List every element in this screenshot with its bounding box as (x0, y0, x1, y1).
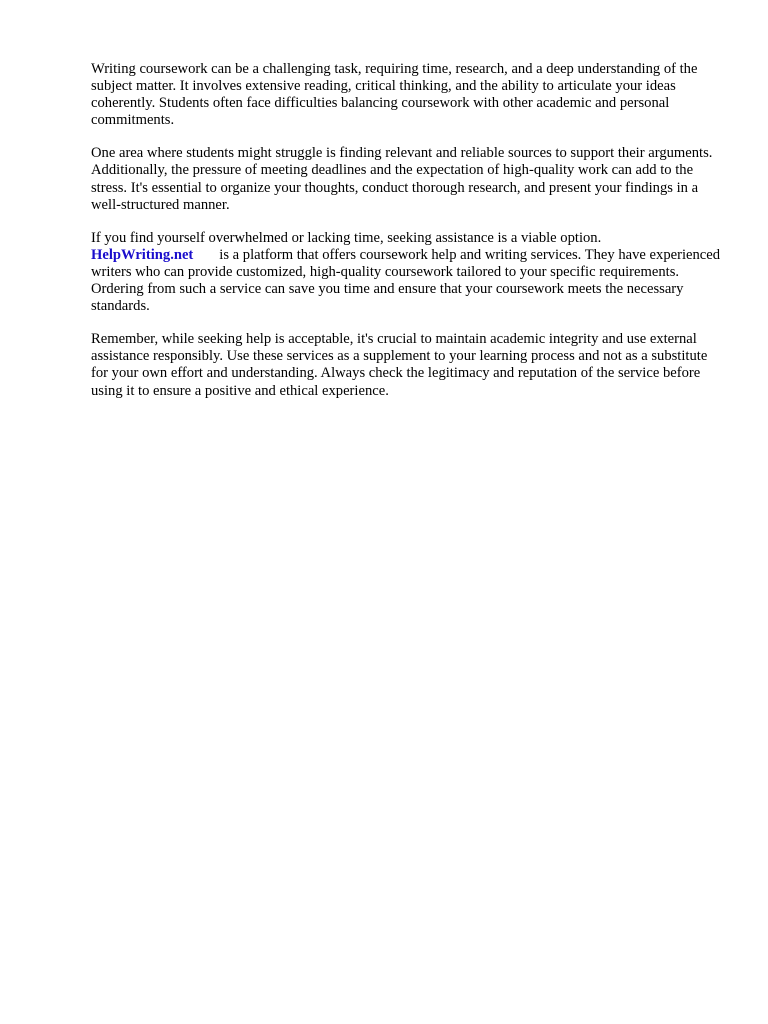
paragraph-assistance (91, 230, 727, 315)
helpwriting-link[interactable]: HelpWriting.net (91, 246, 194, 263)
paragraph-intro: Writing coursework can be a challenging task, requiring time, research, and a deep understanding of the subject matter. It involves extensive reading, critical thinking, and the ability to articulate your ideas coherently. Students often face difficulties balancing coursework with other academic and personal commitments. (91, 61, 698, 129)
paragraph-sources: One area where students might struggle is finding relevant and reliable sources to support their arguments. Additionally, the pressure of meeting deadlines and the expectation of high-quality work can add to the stress. It's essential to organize your thoughts, conduct thorough research, and present your findings in a well-structured manner. (91, 145, 713, 213)
paragraph-assistance-rest: is a platform that offers coursework help and writing services. They have experienced writers who can provide customized, high-quality coursework tailored to your specific requirements. Ordering from such a service can save you time and ensure that your coursework meets the necessary standards. (91, 246, 721, 315)
paragraph-integrity: Remember, while seeking help is acceptable, it's crucial to maintain academic integrity and use external assistance responsibly. Use these services as a supplement to your learning process and not as a substitute for your own effort and understanding. Always check the legitimacy and reputation of the service before using it to ensure a positive and ethical experience. (91, 331, 708, 399)
paragraph-assistance-intro: If you find yourself overwhelmed or lacking time, seeking assistance is a viable option. (91, 229, 602, 246)
document-body (91, 61, 727, 416)
